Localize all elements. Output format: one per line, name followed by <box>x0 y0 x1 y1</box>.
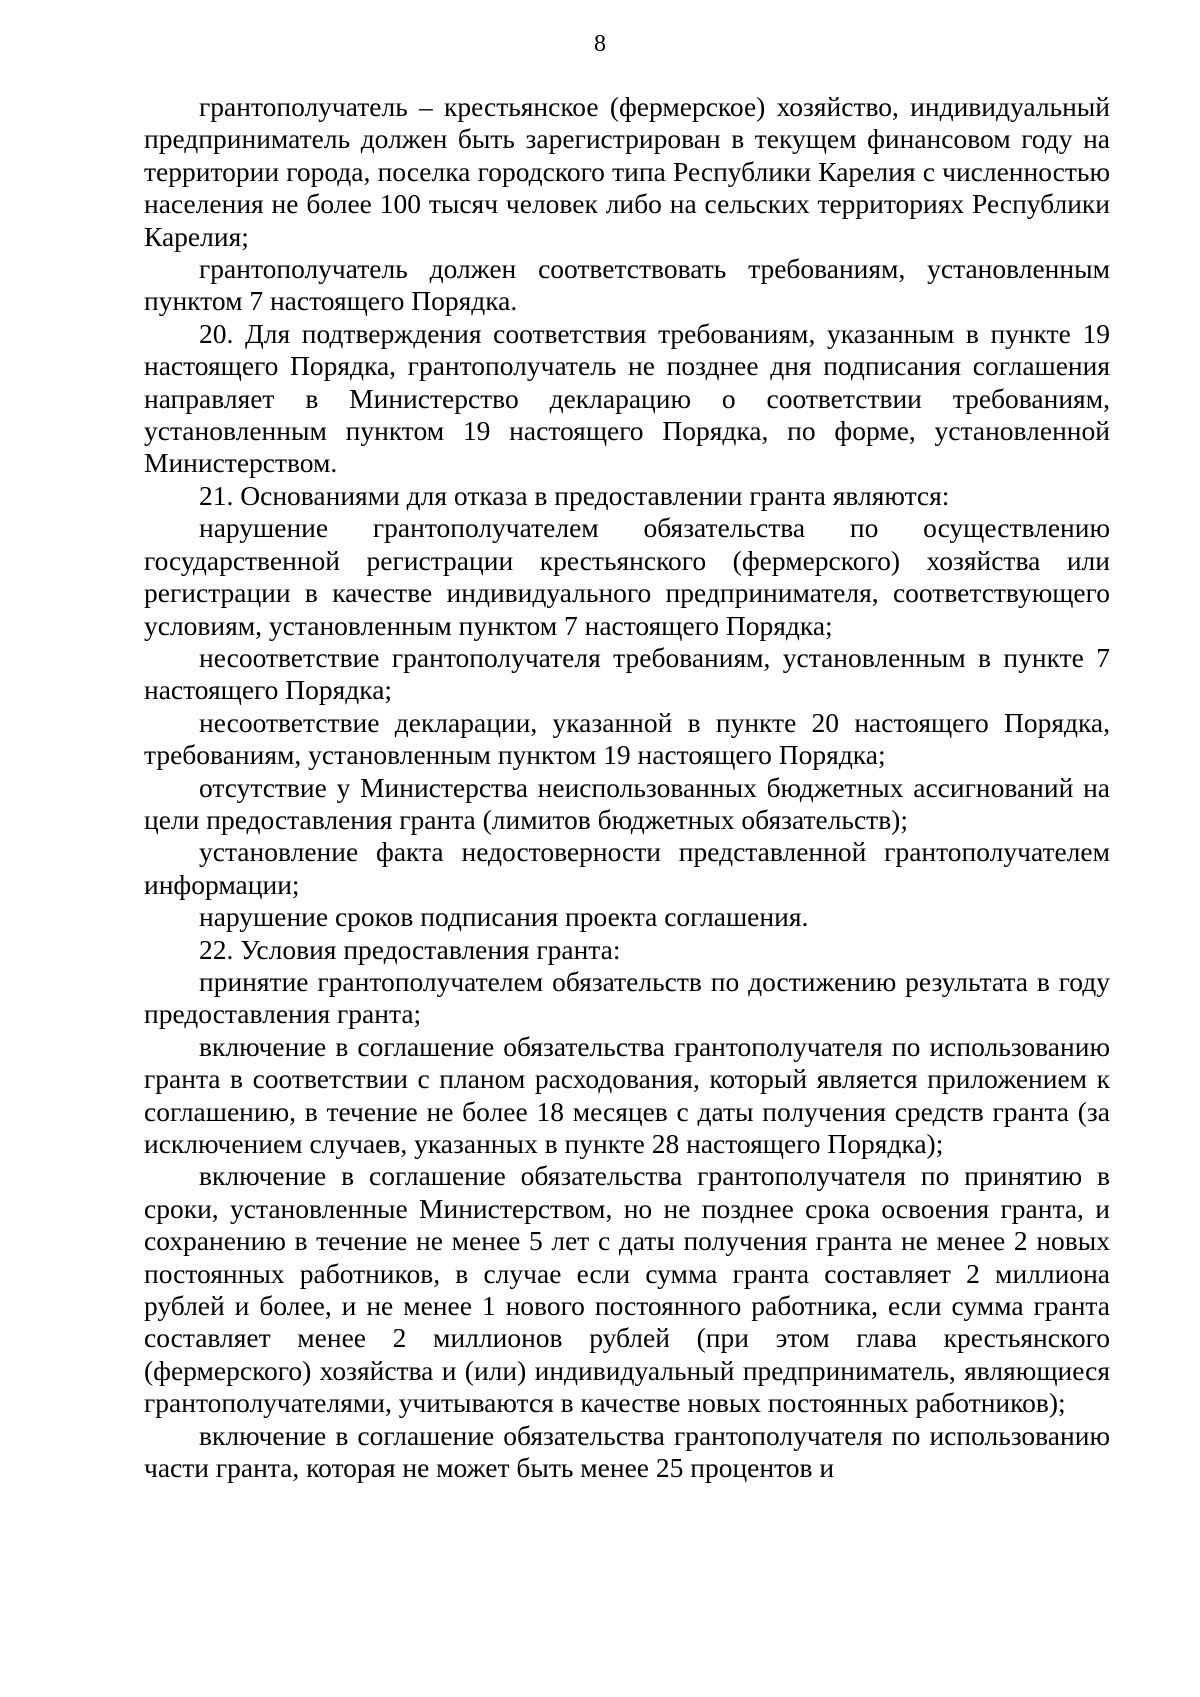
paragraph-clause-22-heading: 22. Условия предоставления гранта: <box>199 933 621 965</box>
document-body <box>144 91 1110 1484</box>
paragraph-refusal-declaration-mismatch: несоответствие декларации, указанной в пункте 20 настоящего Порядка, требованиям, установленным пунктом 19 настоящего Порядка; <box>144 706 1110 771</box>
paragraph-refusal-false-information: установление факта недостоверности представленной грантополучателем информации; <box>144 836 1110 900</box>
paragraph-refusal-signing-deadline: нарушение сроков подписания проекта соглашения. <box>199 901 809 933</box>
paragraph-refusal-registration-violation: нарушение грантополучателем обязательства по осуществлению государственной регистрации крестьянского (фермерского) хозяйства или регистрации в качестве индивидуального предпринимателя, соответствующего условиям, установленным пунктом 7 настоящего Порядка; <box>144 512 1110 641</box>
paragraph-clause-20: 20. Для подтверждения соответствия требованиям, указанным в пункте 19 настоящего Порядка, грантополучатель не позднее дня подписания соглашения направляет в Министерство декларацию о соответствии требованиям, установленным пунктом 19 настоящего Порядка, по форме, установленной Министерством. <box>144 317 1110 479</box>
paragraph-condition-result-obligation: принятие грантополучателем обязательств по достижению результата в году предоставления гранта; <box>144 965 1110 1030</box>
paragraph-condition-grant-part-usage: включение в соглашение обязательства грантополучателя по использованию части гранта, которая не может быть менее 25 процентов и <box>144 1419 1110 1484</box>
paragraph-refusal-no-budget: отсутствие у Министерства неиспользованных бюджетных ассигнований на цели предоставления гранта (лимитов бюджетных обязательств); <box>144 771 1110 835</box>
paragraph-condition-new-employees: включение в соглашение обязательства грантополучателя по принятию в сроки, установленные Министерством, но не позднее срока освоения гранта, и сохранению в течение не менее 5 лет с даты получения гранта не менее 2 новых постоянных работников, в случае если сумма гранта составляет 2 миллиона рублей и более, и не менее 1 нового постоянного работника, если сумма гранта составляет менее 2 миллионов рублей (при этом глава крестьянского (фермерского) хозяйства и (или) индивидуальный предприниматель, являющиеся грантополучателями, учитываются в качестве новых постоянных работников); <box>144 1160 1110 1419</box>
page-number: 8 <box>594 31 606 57</box>
paragraph-condition-spending-plan: включение в соглашение обязательства грантополучателя по использованию гранта в соответствии с планом расходования, который является приложением к соглашению, в течение не более 18 месяцев с даты получения средств гранта (за исключением случаев, указанных в пункте 28 настоящего Порядка); <box>144 1030 1110 1159</box>
paragraph-clause-21-heading: 21. Основаниями для отказа в предоставлении гранта являются: <box>199 479 950 511</box>
paragraph-grant-recipient-registration: грантополучатель – крестьянское (фермерское) хозяйство, индивидуальный предприниматель должен быть зарегистрирован в текущем финансовом году на территории города, поселка городского типа Республики Карелия с численностью населения не более 100 тысяч человек либо на сельских территориях Республики Карелия; <box>144 91 1110 252</box>
paragraph-refusal-requirements-mismatch: несоответствие грантополучателя требованиям, установленным в пункте 7 настоящего Порядка; <box>144 641 1110 706</box>
paragraph-grant-recipient-requirements: грантополучатель должен соответствовать требованиям, установленным пунктом 7 настоящего Порядка. <box>144 253 1110 317</box>
